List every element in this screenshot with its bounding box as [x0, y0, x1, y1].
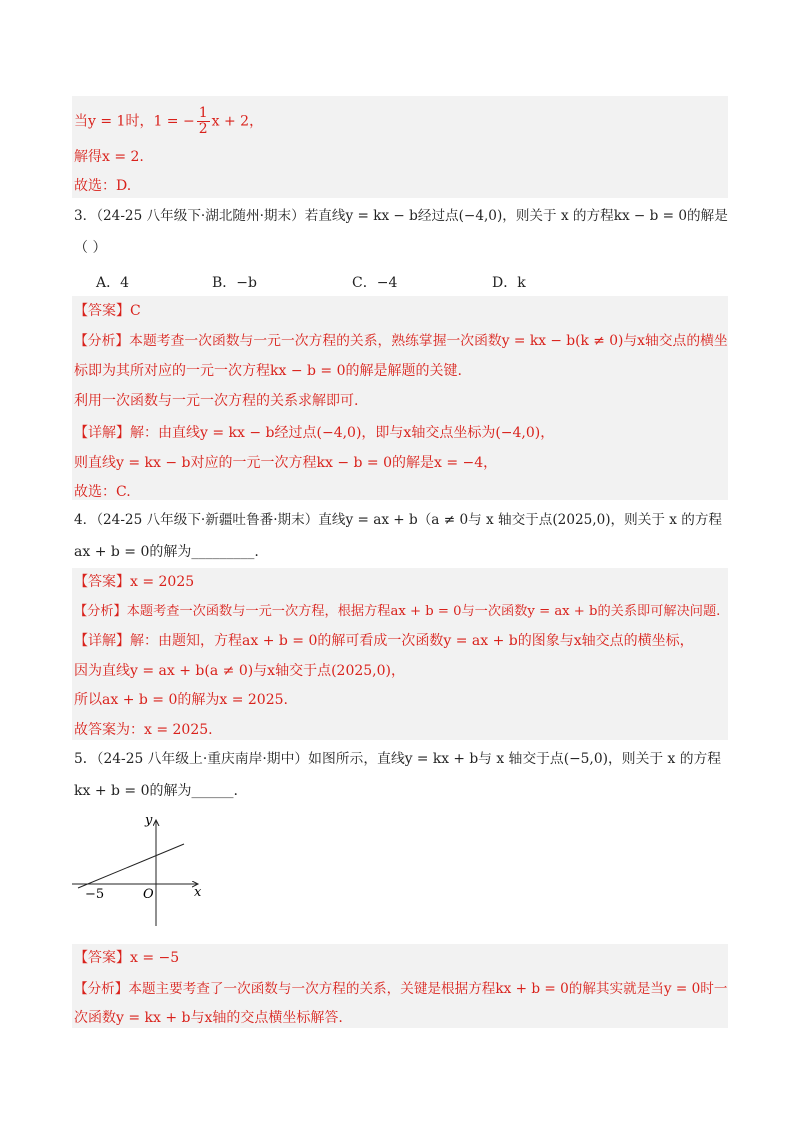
fraction-denominator: 2 [198, 121, 208, 137]
fraction-numerator: 1 [198, 105, 208, 121]
line-graph [70, 810, 220, 930]
analysis-line: 【分析】本题主要考查了一次函数与一次方程的关系，关键是根据方程kx + b = 0的解其实就是当y = 0时一 [74, 981, 728, 997]
origin-label: O [143, 887, 154, 902]
y-axis-label: y [145, 813, 153, 828]
solution-text: 当y = 1时，1 = − [74, 113, 195, 130]
detail-line: 【详解】解：由直线y = kx − b经过点(−4,0)，即与x轴交点坐标为(−4,0)， [74, 425, 555, 441]
analysis-line: 利用一次函数与一元一次方程的关系求解即可. [74, 393, 359, 409]
option-d: D．k [492, 275, 526, 291]
analysis-line: 次函数y = kx + b与x轴的交点横坐标解答. [74, 1010, 343, 1026]
option-b: B．−b [212, 275, 257, 291]
detail-line: 则直线y = kx − b对应的一元一次方程kx − b = 0的解是x = −4， [74, 455, 498, 471]
fraction [197, 106, 210, 137]
conclusion-line: 故选：D. [74, 178, 132, 194]
detail-line: 【详解】解：由题知，方程ax + b = 0的解可看成一次函数y = ax + b的图象与x轴交点的横坐标， [74, 633, 694, 649]
question-5-stem: 5．（24-25 八年级上·重庆南岸·期中）如图所示，直线y = kx + b与 x 轴交于点(−5,0)，则关于 x 的方程 [74, 751, 722, 767]
question-3-blank: （ ） [74, 240, 107, 256]
conclusion-line: 故选：C. [74, 484, 131, 500]
option-a: A．4 [96, 275, 130, 291]
question-4-stem: 4．（24-25 八年级下·新疆吐鲁番·期末）直线y = ax + b（a ≠ 0与 x 轴交于点(2025,0)，则关于 x 的方程 [74, 512, 723, 528]
solution-line: 解得x = 2. [74, 149, 144, 165]
detail-line: 所以ax + b = 0的解为x = 2025. [74, 692, 288, 708]
option-c: C．−4 [352, 275, 398, 291]
x-intercept-label: −5 [85, 887, 105, 902]
analysis-line: 【分析】本题考查一次函数与一元一次方程的关系，熟练掌握一次函数y = kx − b(k ≠ 0)与x轴交点的横坐 [74, 333, 728, 349]
function-line [78, 844, 184, 888]
question-5-blank: kx + b = 0的解为______. [74, 783, 238, 799]
solution-text: x + 2， [211, 113, 264, 130]
solution-block-q4 [72, 568, 728, 740]
solution-line [74, 106, 263, 137]
analysis-line: 【分析】本题考查一次函数与一元一次方程，根据方程ax + b = 0与一次函数y = ax + b的关系即可解决问题. [74, 604, 721, 619]
x-axis-label: x [194, 885, 202, 900]
question-4-blank: ax + b = 0的解为_________. [74, 544, 259, 560]
conclusion-line: 故答案为：x = 2025. [74, 722, 213, 738]
detail-line: 因为直线y = ax + b(a ≠ 0)与x轴交于点(2025,0)， [74, 663, 405, 679]
answer-line: 【答案】x = −5 [74, 950, 180, 966]
analysis-line: 标即为其所对应的一元一次方程kx − b = 0的解是解题的关键. [74, 363, 462, 379]
answer-line: 【答案】C [74, 303, 141, 319]
question-3-stem: 3．（24-25 八年级下·湖北随州·期末）若直线y = kx − b经过点(−4,0)，则关于 x 的方程kx − b = 0的解是 [74, 208, 728, 224]
answer-line: 【答案】x = 2025 [74, 574, 195, 590]
